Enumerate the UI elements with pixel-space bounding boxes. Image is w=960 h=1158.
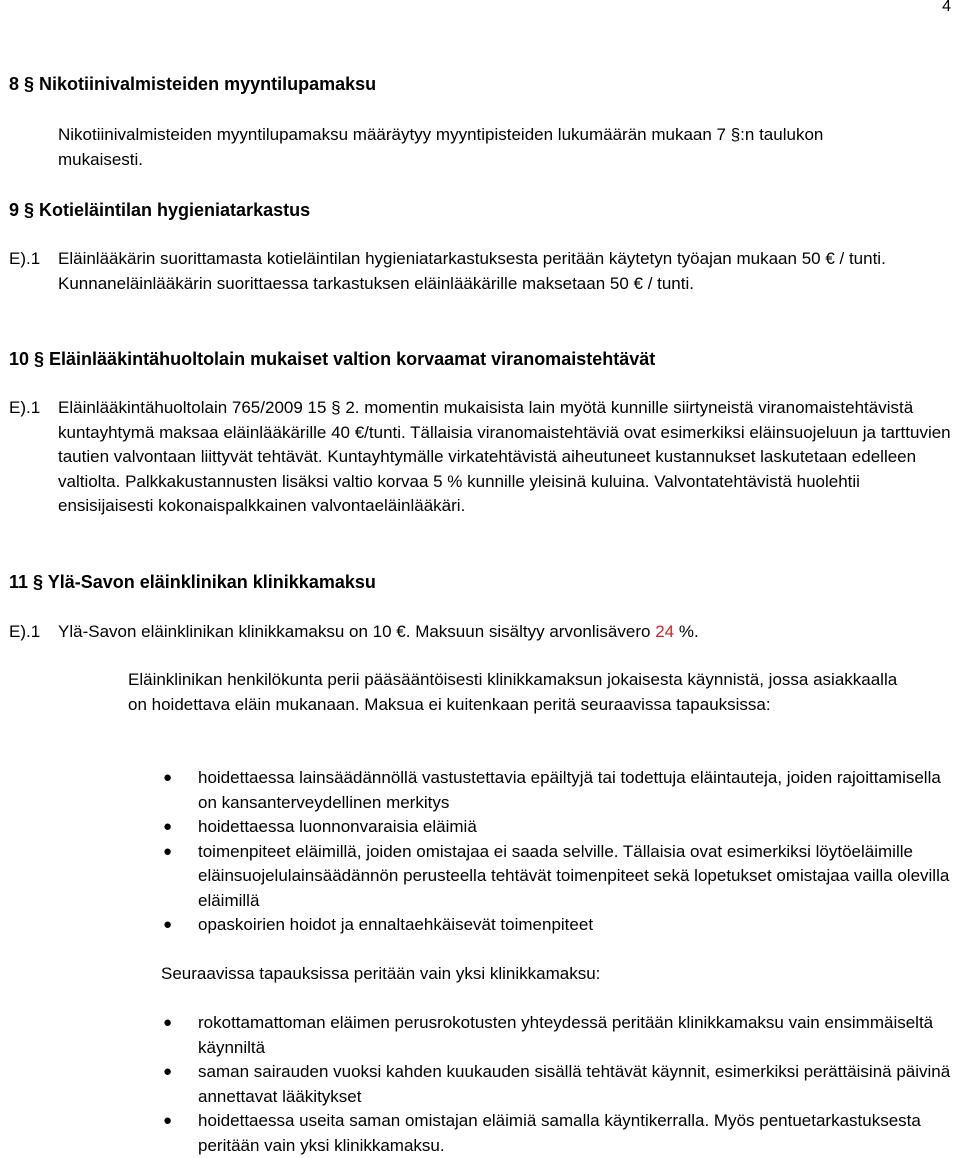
section-9-heading: 9 § Kotieläintilan hygieniatarkastus <box>9 200 311 220</box>
bullet-icon: ● <box>163 1014 173 1031</box>
section-11-item <box>9 620 699 645</box>
list-item: ● rokottamattoman eläimen perusrokotusten yhteydessä peritään klinikkamaksu vain ensimmäiseltä käynniltä <box>163 1013 934 1057</box>
bullet-icon: ● <box>163 769 173 786</box>
list-item: ● hoidettaessa luonnonvaraisia eläimiä <box>161 815 951 840</box>
vat-unit: %. <box>678 622 699 641</box>
section-8-heading: 8 § Nikotiinivalmisteiden myyntilupamaksu <box>9 74 377 94</box>
list-item: ● saman sairauden vuoksi kahden kuukauden sisällä tehtävät käynnit, esimerkiksi perättäisinä päivinä annettavat lääkitykset <box>163 1062 951 1106</box>
section-11-paragraph: Eläinklinikan henkilökunta perii pääsääntöisesti klinikkamaksun jokaisesta käynnistä, jossa asiakkaalla on hoidettava eläin mukanaan. Maksua ei kuitenkaan peritä seuraavissa tapauksissa: <box>128 670 898 714</box>
section-9-item-label: E).1 <box>9 249 41 268</box>
bullet-icon: ● <box>163 1112 173 1129</box>
bullet-icon: ● <box>163 818 173 835</box>
section-10-item <box>9 396 954 519</box>
exemption-list <box>161 766 951 938</box>
single-fee-subheading: Seuraavissa tapauksissa peritään vain yksi klinikkamaksu: <box>161 964 601 983</box>
section-10-item-text: Eläinlääkintähuoltolain 765/2009 15 § 2. momentin mukaisista lain myötä kunnille siirtyneistä viranomaistehtävistä kuntayhtymä maksaa eläinlääkärille 40 €/tunti. Tällaisia viranomaistehtäviä ovat esimerkiksi eläinsuojeluun ja tarttuvien tautien valvontaan liittyvät tehtävät. Kuntayhtymälle virkatehtävistä aiheutuneet kustannukset laskutetaan edelleen valtiolta. Palkkakustannusten lisäksi valtio korvaa 5 % kunnille yleisinä kuluina. Valvontatehtävistä huolehtii ensisijaisesti kokonaispalkkainen valvontaeläinlääkäri. <box>58 398 951 515</box>
section-9-item-text: Eläinlääkärin suorittamasta kotieläintilan hygieniatarkastuksesta peritään käytetyn työajan mukaan 50 € / tunti. Kunnaneläinlääkärin suorittaessa tarkastuksen eläinlääkärille maksetaan 50 € / tunti. <box>58 249 886 293</box>
section-10-item-label: E).1 <box>9 398 41 417</box>
list-item: ● hoidettaessa useita saman omistajan eläimiä samalla käyntikerralla. Myös pentuetarkastuksesta peritään vain yksi klinikkamaksu. <box>163 1111 921 1155</box>
page-number: 4 <box>942 0 951 15</box>
section-11-fee-text: Ylä-Savon eläinklinikan klinikkamaksu on 10 €. Maksuun sisältyy arvonlisävero <box>58 622 651 641</box>
section-11-item-label: E).1 <box>9 622 41 641</box>
bullet-icon: ● <box>163 842 173 860</box>
single-fee-list <box>161 1011 951 1158</box>
list-item: ● opaskoirien hoidot ja ennaltaehkäisevät toimenpiteet <box>161 913 951 938</box>
vat-rate: 24 <box>655 622 675 641</box>
list-item: ● toimenpiteet eläimillä, joiden omistajaa ei saada selville. Tällaisia ovat esimerkiksi löytöeläimille eläinsuojelulainsäädännön perusteella tehtävät toimenpiteet sekä lopetukset omistajaa vailla olevilla eläimillä <box>163 841 950 910</box>
bullet-icon: ● <box>163 1063 173 1080</box>
list-item: ● hoidettaessa lainsäädännöllä vastustettavia epäiltyjä tai todettuja eläintauteja, joiden rajoittamisella on kansanterveydellinen merkitys <box>163 768 941 812</box>
section-11-heading: 11 § Ylä-Savon eläinklinikan klinikkamaksu <box>9 572 376 592</box>
exemption-list-container <box>161 766 951 938</box>
section-10-heading: 10 § Eläinlääkintähuoltolain mukaiset valtion korvaamat viranomaistehtävät <box>9 349 656 369</box>
bullet-icon: ● <box>163 916 173 933</box>
section-9-item <box>9 247 949 296</box>
section-8-paragraph: Nikotiinivalmisteiden myyntilupamaksu määräytyy myyntipisteiden lukumäärän mukaan 7 §:n taulukon mukaisesti. <box>58 125 824 169</box>
single-fee-list-container <box>161 1011 951 1158</box>
